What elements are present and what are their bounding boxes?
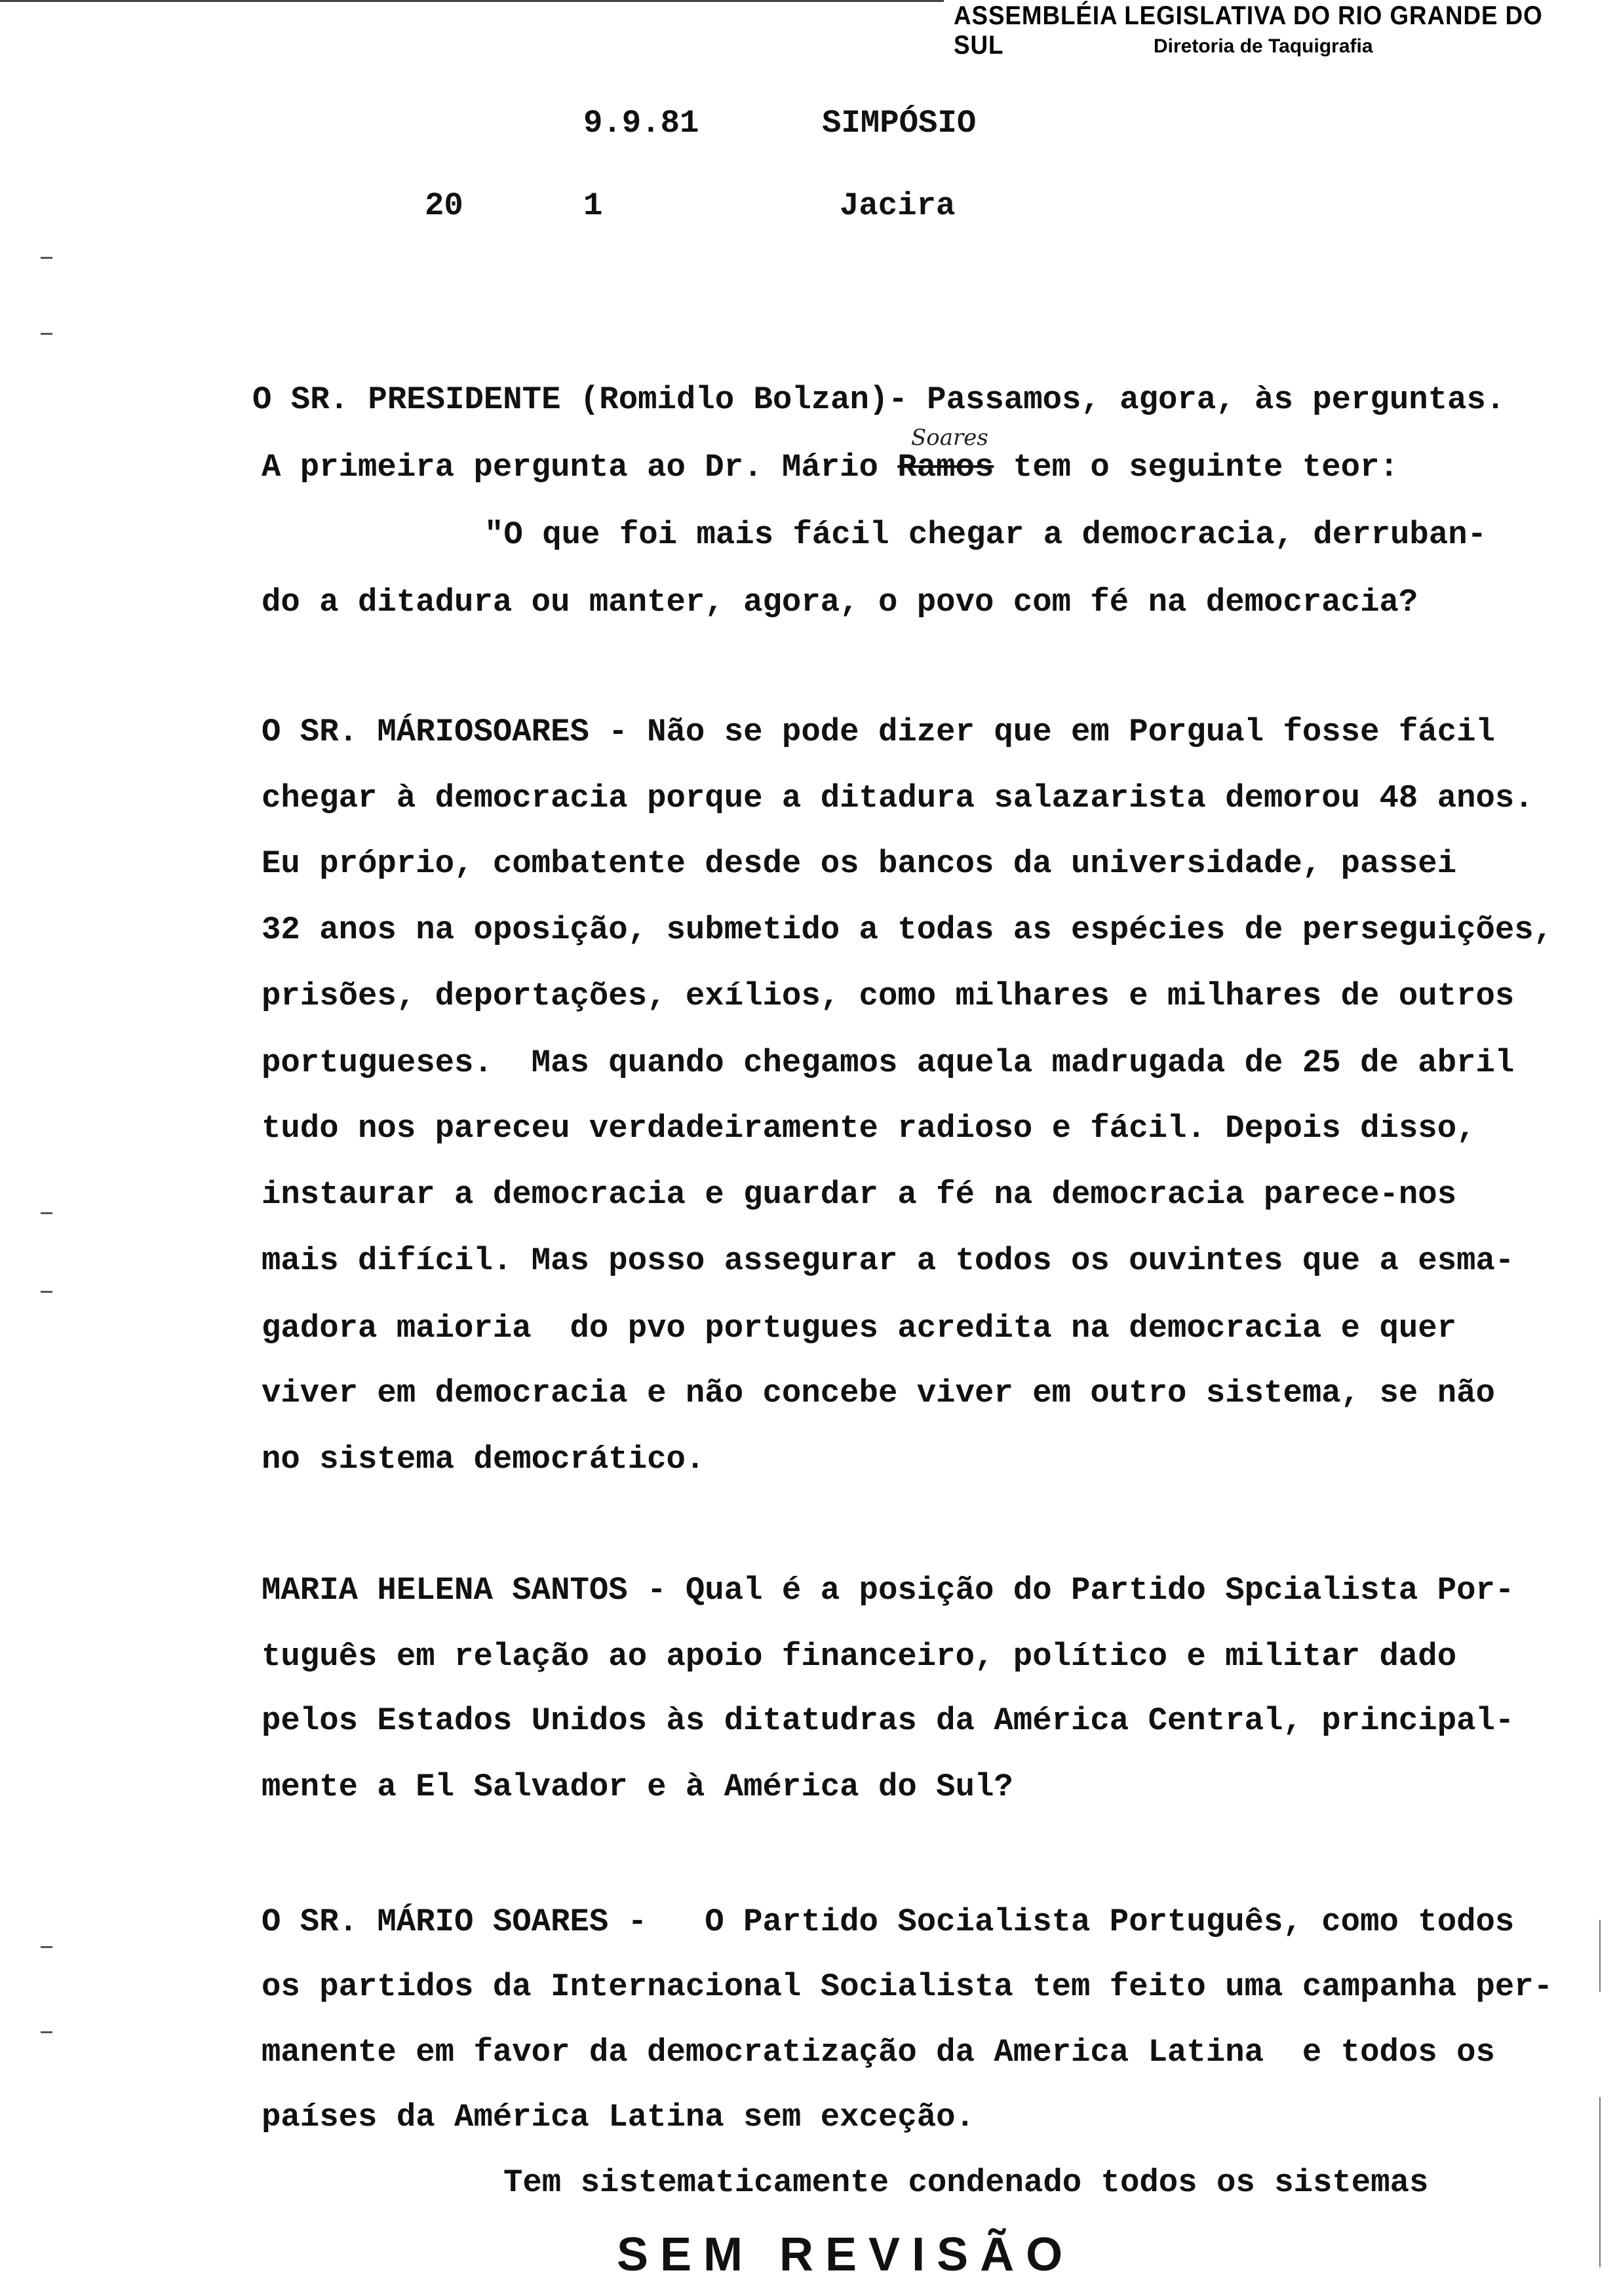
text-line: gadora maioria do pvo portugues acredita na democracia e quer [262,1310,1457,1347]
text-line: instaurar a democracia e guardar a fé na democracia parece-nos [262,1176,1457,1213]
text-line: O SR. PRESIDENTE (Romidlo Bolzan)- Passamos, agora, às perguntas. [252,381,1506,418]
text-line: "O que foi mais fácil chegar a democracia, derruban- [484,516,1487,553]
margin-mark [41,257,52,259]
institution-header: ASSEMBLÉIA LEGISLATIVA DO RIO GRANDE DO SUL [954,1,1543,60]
text-line: os partidos da Internacional Socialista tem feito uma campanha per- [262,1968,1553,2005]
margin-mark [41,1946,52,1948]
text-line [262,449,1399,486]
date: 9.9.81 [583,105,699,142]
margin-mark [1599,2097,1601,2267]
text-line: manente em favor da democratização da America Latina e todos os [262,2034,1495,2071]
text-line: tuguês em relação ao apoio financeiro, político e militar dado [262,1638,1457,1675]
margin-mark [41,2031,52,2033]
stenographer-name: Jacira [840,187,956,224]
text-line: 32 anos na oposição, submetido a todas as espécies de perseguições, [262,911,1553,948]
text-line: mente a El Salvador e à América do Sul? [262,1769,1013,1805]
struck-word: Ramos [897,449,994,486]
top-border-line [0,0,944,2]
session-number: 20 [425,187,463,224]
text-line: no sistema democrático. [262,1441,705,1478]
text-line: do a ditadura ou manter, agora, o povo com fé na democracia? [262,584,1418,621]
text-line: Tem sistematicamente condenado todos os sistemas [503,2164,1429,2201]
text-line: países da América Latina sem exceção. [262,2099,975,2135]
sem-revisao-stamp: SEM REVISÃO [617,2229,1075,2281]
sheet-number: 1 [583,187,603,224]
text-line: O SR. MÁRIO SOARES - O Partido Socialista Português, como todos [262,1904,1515,1940]
text-line: viver em democracia e não concebe viver em outro sistema, se não [262,1375,1495,1411]
margin-mark [41,1291,52,1293]
handwritten-correction: Soares [911,425,988,451]
margin-mark [41,1212,52,1214]
text-line: O SR. MÁRIOSOARES - Não se pode dizer que em Porgual fosse fácil [262,714,1495,750]
department-header: Diretoria de Taquigrafia [1154,35,1373,57]
text-line: pelos Estados Unidos às ditatudras da América Central, principal- [262,1702,1515,1739]
margin-mark [1599,1920,1601,1992]
text-line: prisões, deportações, exílios, como milhares e milhares de outros [262,978,1515,1014]
text-line: mais difícil. Mas posso assegurar a todos os ouvintes que a esma- [262,1242,1515,1279]
event-title: SIMPÓSIO [822,105,977,142]
text-segment: tem o seguinte teor: [994,449,1399,486]
text-line: Eu próprio, combatente desde os bancos da universidade, passei [262,845,1457,882]
text-line: portugueses. Mas quando chegamos aquela madrugada de 25 de abril [262,1044,1515,1081]
text-line: chegar à democracia porque a ditadura salazarista demorou 48 anos. [262,780,1534,816]
margin-mark [41,333,52,335]
text-line: MARIA HELENA SANTOS - Qual é a posição do Partido Spcialista Por- [262,1572,1515,1609]
text-line: tudo nos pareceu verdadeiramente radioso e fácil. Depois disso, [262,1110,1476,1147]
text-segment: A primeira pergunta ao Dr. Mário [262,449,898,486]
